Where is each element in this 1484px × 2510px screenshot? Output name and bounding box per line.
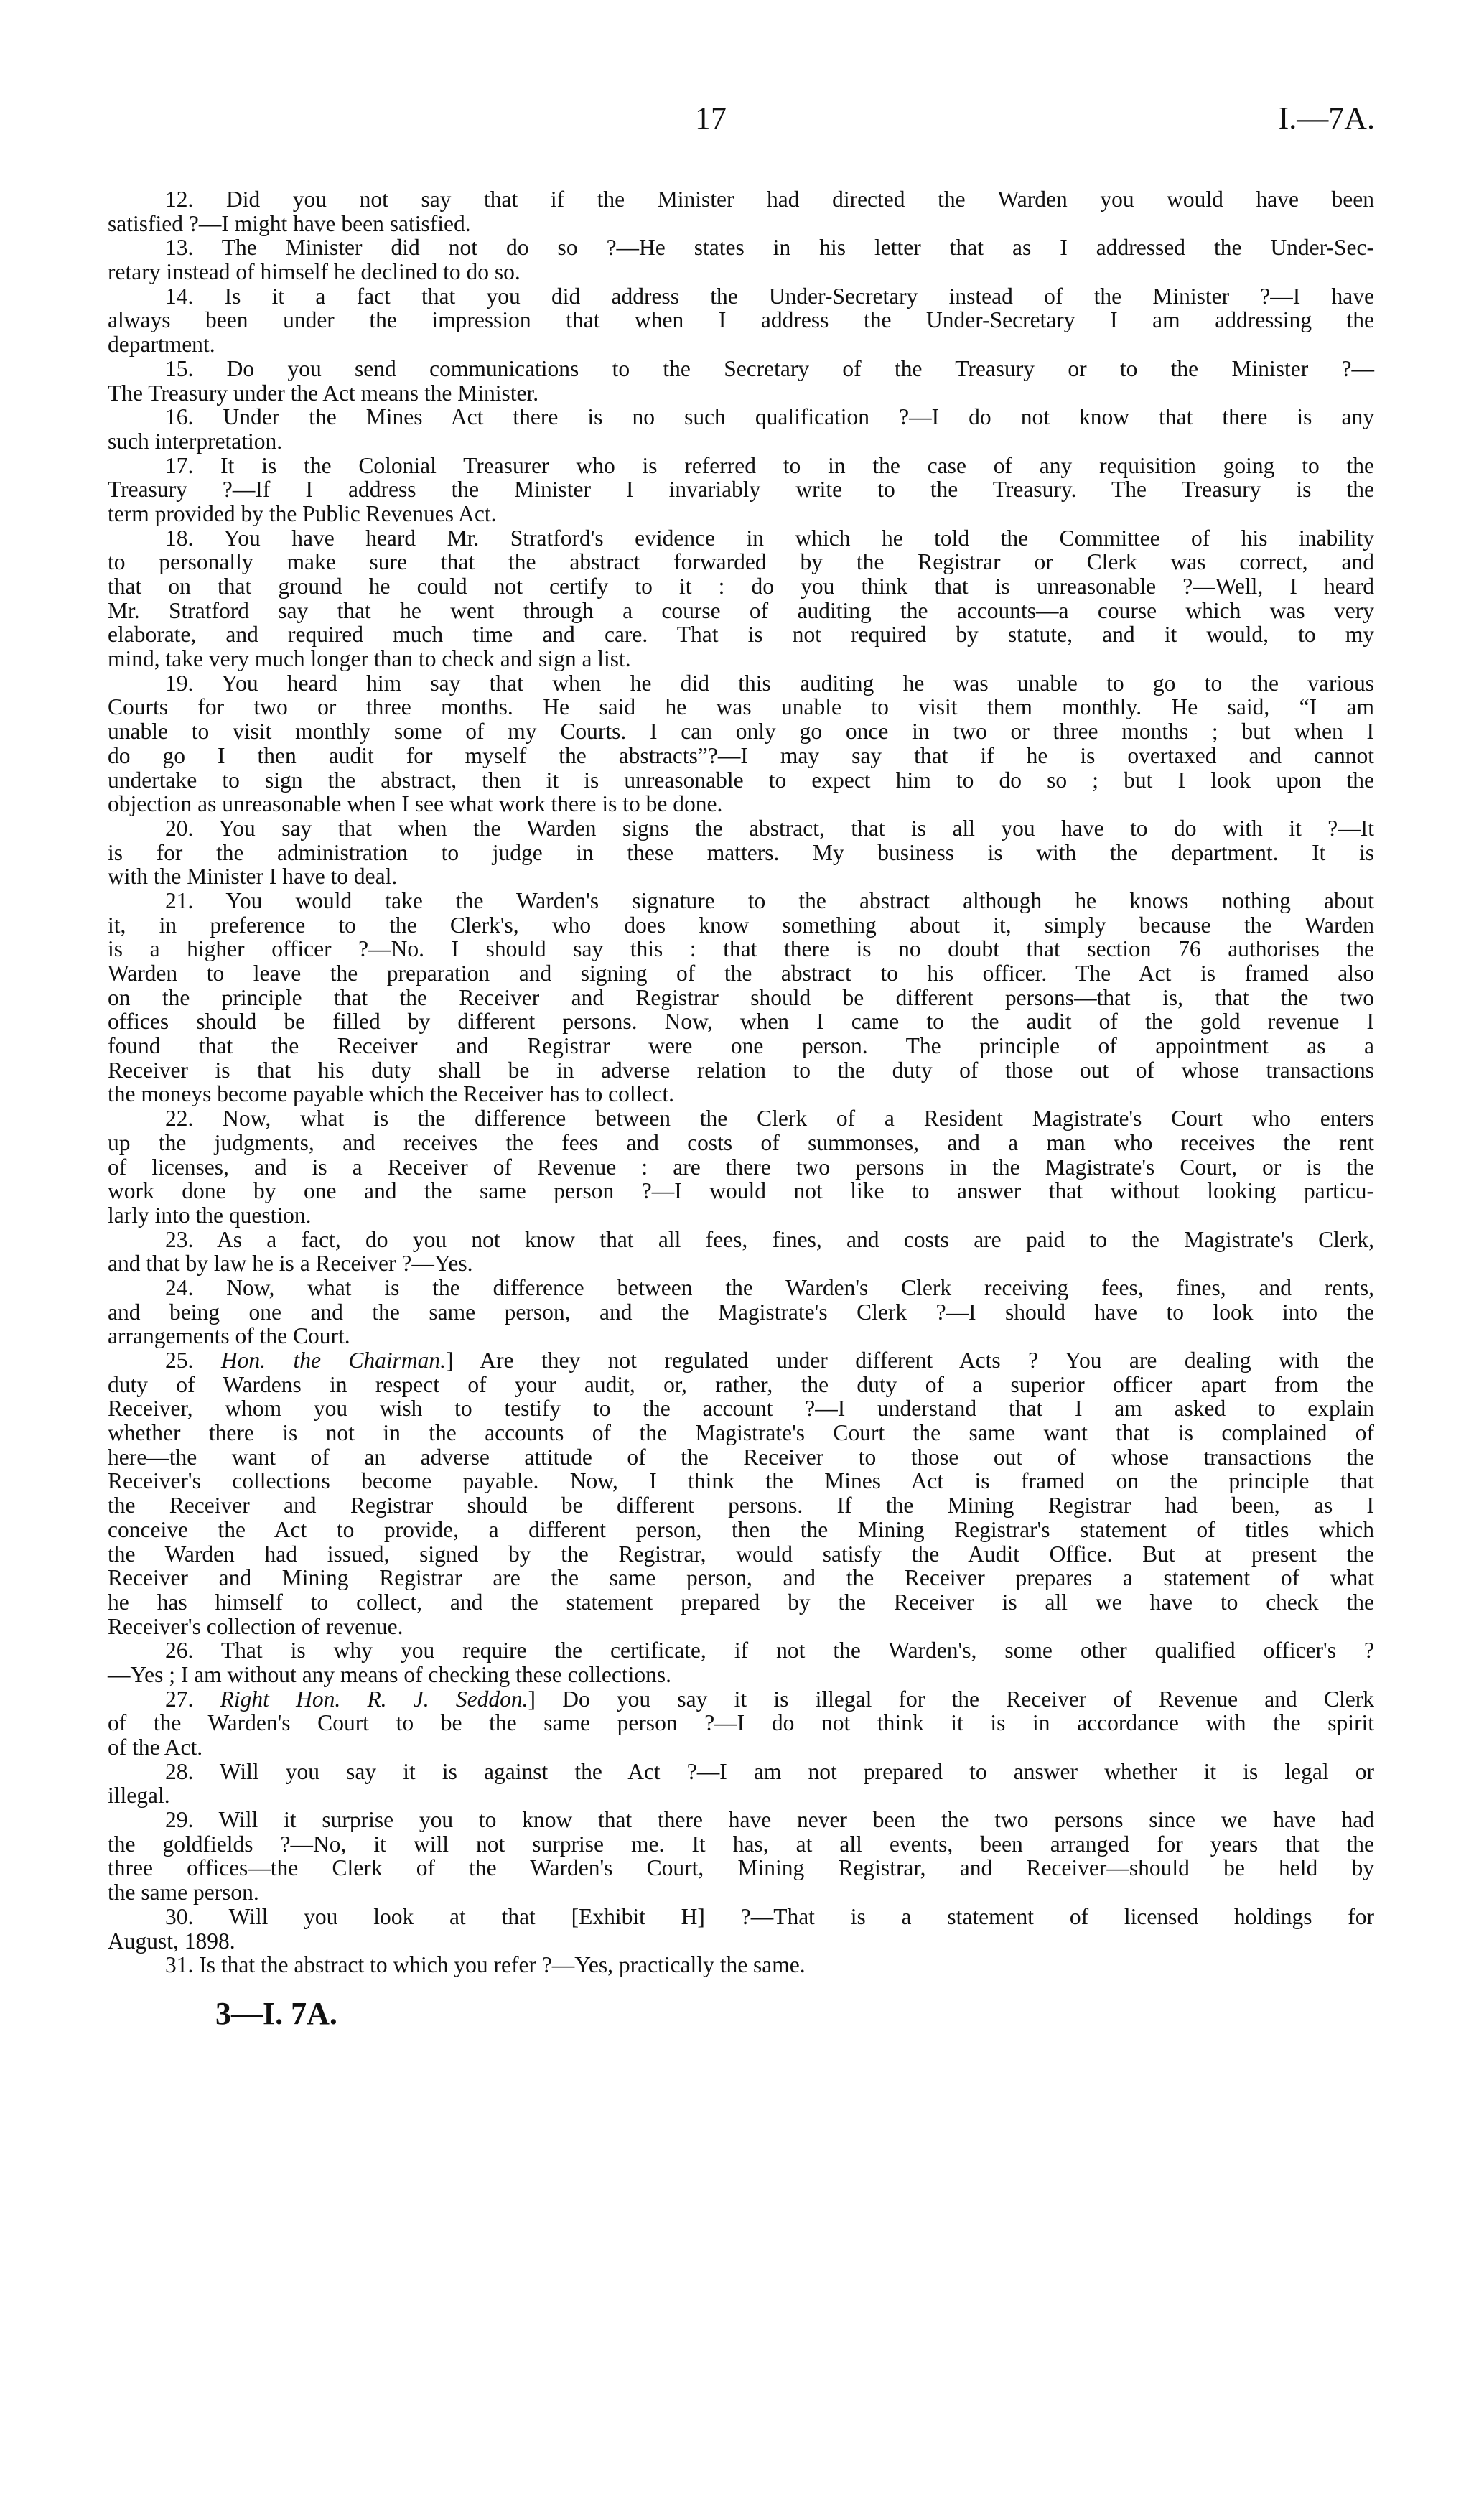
question-answer-paragraph (108, 1687, 1374, 1760)
text-line: larly into the question. (108, 1202, 312, 1228)
question-answer-paragraph (108, 1348, 1374, 1638)
question-answer-paragraph (108, 235, 1374, 284)
text-line: it, in preference to the Clerk's, who does know something about it, simply because the Warden (108, 912, 1374, 938)
question-answer-paragraph (108, 1808, 1374, 1905)
text-line: to personally make sure that the abstract forwarded by the Registrar or Clerk was correct, and (108, 549, 1374, 575)
text-line: work done by one and the same person ?—I would not like to answer that without looking particu- (108, 1178, 1374, 1204)
text-line: illegal. (108, 1783, 170, 1809)
text-line: Mr. Stratford say that he went through a course of auditing the accounts—a course which was very (108, 597, 1374, 623)
text-line: Warden to leave the preparation and signing of the abstract to his officer. The Act is framed also (108, 961, 1374, 986)
text-line: 15. Do you send communications to the Secretary of the Treasury or to the Minister ?— (165, 355, 1374, 381)
text-line: with the Minister I have to deal. (108, 864, 398, 890)
text-line: of the Warden's Court to be the same person ?—I do not think it is in accordance with the spirit (108, 1710, 1374, 1736)
question-answer-paragraph (108, 284, 1374, 357)
text-line: the Warden had issued, signed by the Registrar, would satisfy the Audit Office. But at present the (108, 1541, 1374, 1567)
text-line: 21. You would take the Warden's signature to the abstract although he knows nothing about (165, 887, 1374, 913)
text-line: he has himself to collect, and the statement prepared by the Receiver is all we have to check the (108, 1589, 1374, 1615)
text-line: always been under the impression that when I address the Under-Secretary I am addressing the (108, 307, 1374, 333)
question-answer-paragraph (108, 454, 1374, 526)
speaker-name: Right Hon. R. J. Seddon. (220, 1686, 528, 1712)
text-line: 12. Did you not say that if the Minister had directed the Warden you would have been (165, 187, 1374, 212)
text-line: 30. Will you look at that [Exhibit H] ?—That is a statement of licensed holdings for (165, 1903, 1374, 1929)
text-line: three offices—the Clerk of the Warden's Court, Mining Registrar, and Receiver—should be held by (108, 1855, 1374, 1881)
text-line: —Yes ; I am without any means of checking these collections. (108, 1661, 672, 1687)
text-line: is for the administration to judge in these matters. My business is with the department. It is (108, 839, 1374, 865)
text-line: of licenses, and is a Receiver of Revenue : are there two persons in the Magistrate's Court, or is the (108, 1154, 1374, 1180)
text-segment: 27. (165, 1686, 220, 1712)
question-answer-paragraph (108, 816, 1374, 889)
text-line: 19. You heard him say that when he did this auditing he was unable to go to the various (165, 670, 1374, 696)
text-line: the Receiver and Registrar should be different persons. If the Mining Registrar had been, as I (108, 1493, 1374, 1518)
document-reference: I.—7A. (1278, 101, 1375, 136)
text-line: and that by law he is a Receiver ?—Yes. (108, 1251, 473, 1277)
printer-signature-mark: 3—I. 7A. (215, 1996, 337, 2031)
question-answer-paragraph (108, 187, 1374, 235)
question-answer-paragraph (108, 1106, 1374, 1227)
question-answer-paragraph (108, 1276, 1374, 1348)
text-line: 20. You say that when the Warden signs the abstract, that is all you have to do with it ?—It (165, 815, 1374, 841)
text-line: the moneys become payable which the Receiver has to collect. (108, 1081, 674, 1107)
text-line: The Treasury under the Act means the Minister. (108, 380, 539, 406)
question-answer-paragraph (108, 671, 1374, 816)
speaker-name: Hon. the Chairman. (220, 1348, 447, 1373)
question-answer-paragraph (108, 1638, 1374, 1686)
text-line: 24. Now, what is the difference between the Warden's Clerk receiving fees, fines, and rents, (165, 1274, 1374, 1300)
page-number: 17 (695, 101, 727, 136)
text-line: mind, take very much longer than to check and sign a list. (108, 646, 631, 672)
text-line: found that the Receiver and Registrar were one person. The principle of appointment as a (108, 1033, 1374, 1059)
question-answer-paragraph (108, 889, 1374, 1106)
text-line: of the Act. (108, 1735, 203, 1760)
text-line: August, 1898. (108, 1928, 235, 1954)
question-answer-paragraph (108, 1905, 1374, 1953)
question-answer-paragraph (108, 1228, 1374, 1276)
text-line: here—the want of an adverse attitude of the Receiver to those out of whose transactions the (108, 1444, 1374, 1470)
text-line: satisfied ?—I might have been satisfied. (108, 210, 471, 236)
text-line: 31. Is that the abstract to which you refer ?—Yes, practically the same. (165, 1952, 806, 1978)
question-answer-paragraph (108, 405, 1374, 453)
text-line: Receiver's collection of revenue. (108, 1613, 403, 1639)
text-line: arrangements of the Court. (108, 1323, 350, 1349)
text-line: and being one and the same person, and the Magistrate's Clerk ?—I should have to look into the (108, 1299, 1374, 1325)
text-line: unable to visit monthly some of my Courts. I can only go once in two or three months ; but when I (108, 719, 1374, 745)
text-line: 14. Is it a fact that you did address the Under-Secretary instead of the Minister ?—I have (165, 283, 1374, 309)
text-line: offices should be filled by different persons. Now, when I came to the audit of the gold revenue I (108, 1009, 1374, 1035)
text-line: term provided by the Public Revenues Act. (108, 500, 497, 526)
text-line: the same person. (108, 1880, 259, 1905)
question-answer-paragraph (108, 526, 1374, 671)
text-line (108, 1687, 1374, 1712)
text-line: such interpretation. (108, 428, 283, 454)
text-line: 26. That is why you require the certificate, if not the Warden's, some other qualified officer's ? (165, 1638, 1374, 1664)
text-line: the goldfields ?—No, it will not surprise me. It has, at all events, been arranged for years that the (108, 1831, 1374, 1857)
document-body (108, 187, 1374, 1977)
text-line: Receiver is that his duty shall be in adverse relation to the duty of those out of whose transactions (108, 1057, 1374, 1083)
text-line: 22. Now, what is the difference between the Clerk of a Resident Magistrate's Court who enters (165, 1106, 1374, 1132)
text-line: duty of Wardens in respect of your audit, or, rather, the duty of a superior officer apart from the (108, 1371, 1374, 1397)
question-answer-paragraph (108, 1760, 1374, 1808)
text-line: Receiver and Mining Registrar are the same person, and the Receiver prepares a statement of what (108, 1565, 1374, 1591)
text-segment: 25. (165, 1348, 221, 1373)
text-line: Courts for two or three months. He said he was unable to visit them monthly. He said, “I am (108, 694, 1374, 720)
text-line: elaborate, and required much time and care. That is not required by statute, and it would, to my (108, 622, 1374, 648)
text-line: Receiver's collections become payable. Now, I think the Mines Act is framed on the principle that (108, 1468, 1374, 1494)
text-line: 23. As a fact, do you not know that all fees, fines, and costs are paid to the Magistrate's Clerk, (165, 1226, 1374, 1252)
text-line: department. (108, 332, 215, 358)
question-answer-paragraph (108, 1953, 1374, 1977)
text-line: that on that ground he could not certify to it : do you think that is unreasonable ?—Well, I heard (108, 574, 1374, 599)
text-line: Receiver, whom you wish to testify to the account ?—I understand that I am asked to explain (108, 1396, 1374, 1422)
text-line: 13. The Minister did not do so ?—He states in his letter that as I addressed the Under-Sec- (165, 235, 1374, 261)
text-segment: ] Do you say it is illegal for the Receiver of Revenue and Clerk (528, 1686, 1374, 1712)
text-line: 16. Under the Mines Act there is no such qualification ?—I do not know that there is any (165, 404, 1374, 430)
text-line: do go I then audit for myself the abstracts”?—I may say that if he is overtaxed and cannot (108, 742, 1374, 768)
text-line: up the judgments, and receives the fees and costs of summonses, and a man who receives the rent (108, 1129, 1374, 1155)
text-segment: ] Are they not regulated under different Acts ? You are dealing with the (446, 1348, 1375, 1373)
text-line: 17. It is the Colonial Treasurer who is referred to in the case of any requisition going to the (165, 452, 1374, 478)
text-line: on the principle that the Receiver and Registrar should be different persons—that is, that the two (108, 984, 1374, 1010)
text-line: whether there is not in the accounts of the Magistrate's Court the same want that is complained of (108, 1420, 1374, 1446)
question-answer-paragraph (108, 357, 1374, 405)
text-line: 29. Will it surprise you to know that there have never been the two persons since we have had (165, 1807, 1374, 1833)
text-line: 18. You have heard Mr. Stratford's evidence in which he told the Committee of his inability (165, 525, 1374, 551)
text-line: is a higher officer ?—No. I should say this : that there is no doubt that section 76 authorises the (108, 936, 1374, 962)
text-line (108, 1348, 1374, 1373)
text-line: objection as unreasonable when I see what work there is to be done. (108, 791, 723, 817)
text-line: conceive the Act to provide, a different person, then the Mining Registrar's statement of titles which (108, 1516, 1374, 1542)
text-line: undertake to sign the abstract, then it is unreasonable to expect him to do so ; but I look upon the (108, 767, 1374, 793)
text-line: retary instead of himself he declined to do so. (108, 259, 521, 285)
text-line: 28. Will you say it is against the Act ?—I am not prepared to answer whether it is legal or (165, 1758, 1374, 1784)
text-line: Treasury ?—If I address the Minister I invariably write to the Treasury. The Treasury is the (108, 477, 1374, 503)
